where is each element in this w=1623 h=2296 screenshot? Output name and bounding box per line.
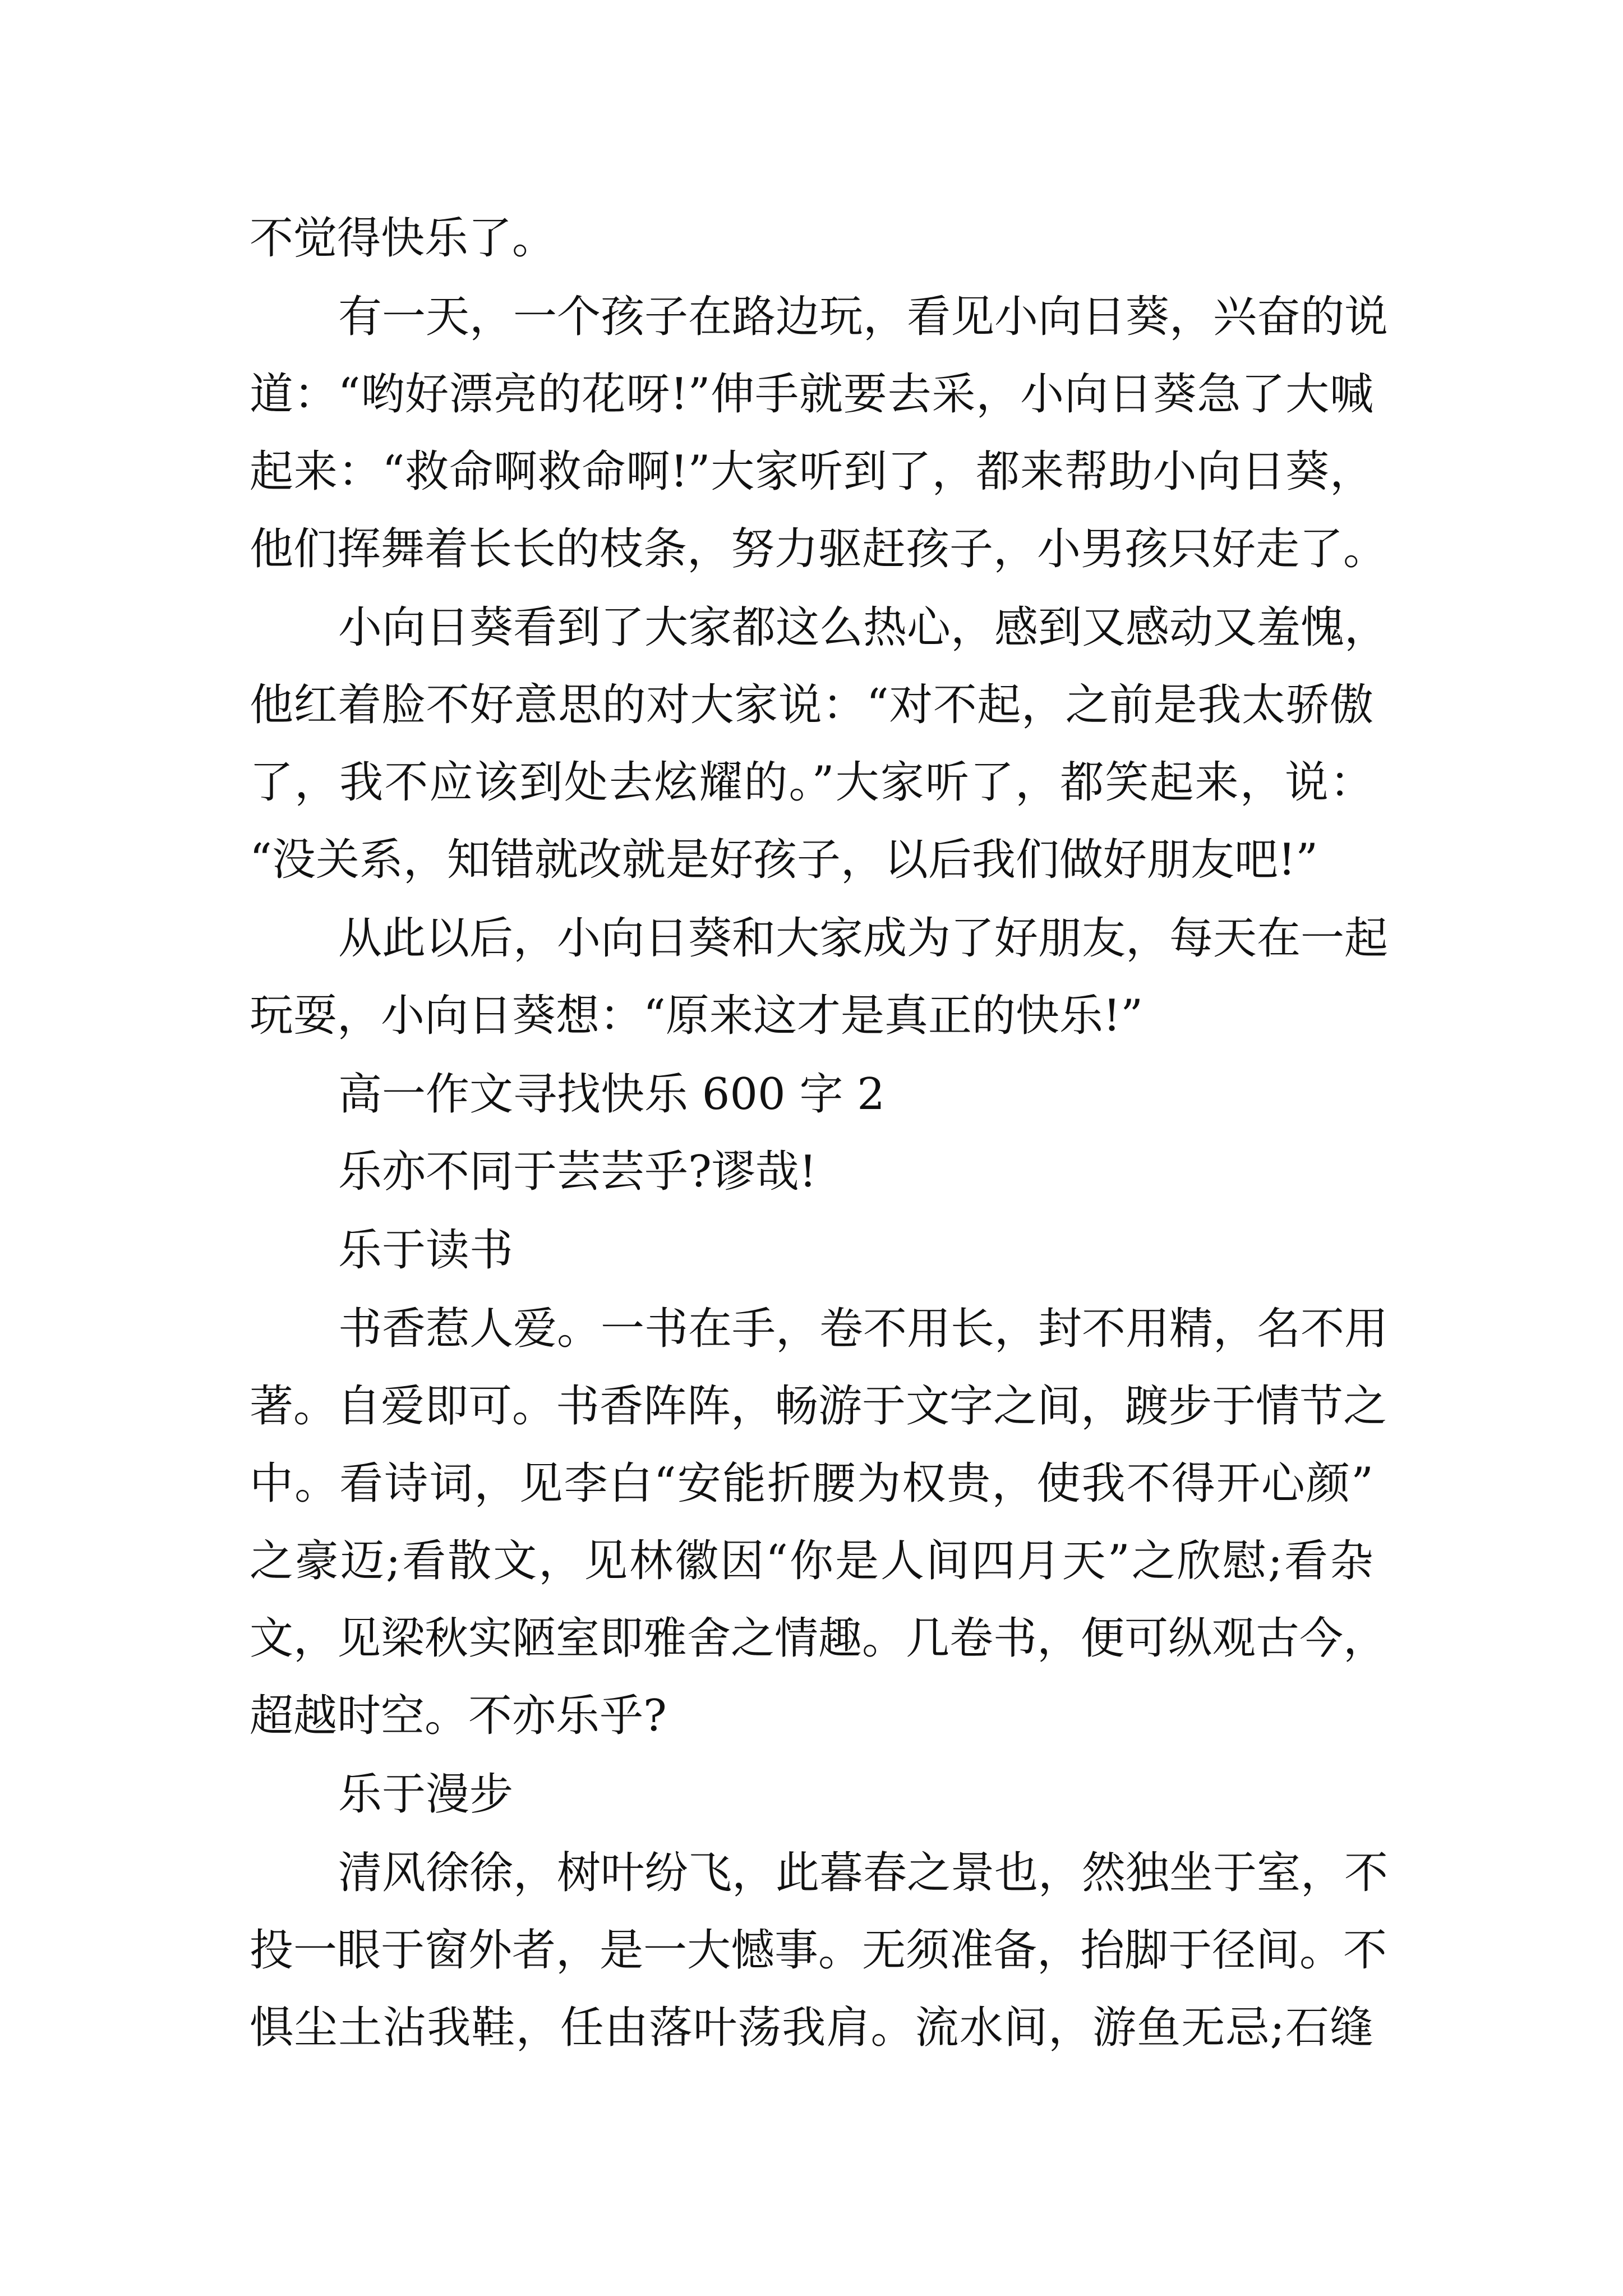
subheading: 乐于读书 xyxy=(338,1225,514,1276)
text-line: 从此以后，小向日葵和大家成为了好朋友，每天在一起 xyxy=(338,913,1389,964)
text-line: 清风徐徐，树叶纷飞，此暮春之景也，然独坐于室，不 xyxy=(338,1848,1389,1898)
text-line: 乐亦不同于芸芸乎?谬哉! xyxy=(338,1147,817,1197)
subheading: 乐于漫步 xyxy=(338,1769,514,1820)
section-title: 高一作文寻找快乐 600 字 2 xyxy=(338,1069,885,1120)
text-line: 道：“哟好漂亮的花呀!”伸手就要去采，小向日葵急了大喊 xyxy=(250,369,1373,420)
text-line: 中。看诗词，见李白“安能折腰为权贵，使我不得开心颜” xyxy=(250,1458,1373,1509)
text-line: 有一天，一个孩子在路边玩，看见小向日葵，兴奋的说 xyxy=(338,292,1389,342)
text-line: 玩耍，小向日葵想：“原来这才是真正的快乐!” xyxy=(250,991,1144,1041)
text-line: 起来：“救命啊救命啊!”大家听到了，都来帮助小向日葵， xyxy=(250,447,1373,497)
text-line: 小向日葵看到了大家都这么热心，感到又感动又羞愧， xyxy=(338,602,1389,653)
text-line: 不觉得快乐了。 xyxy=(250,213,556,264)
text-line: 之豪迈;看散文，见林徽因“你是人间四月天”之欣慰;看杂 xyxy=(250,1536,1373,1586)
text-line: 超越时空。不亦乐乎? xyxy=(250,1691,667,1741)
text-line: “没关系，知错就改就是好孩子，以后我们做好朋友吧!” xyxy=(250,835,1318,885)
text-line: 文，见梁秋实陋室即雅舍之情趣。几卷书，便可纵观古今， xyxy=(250,1613,1387,1664)
text-line: 他们挥舞着长长的枝条，努力驱赶孩子，小男孩只好走了。 xyxy=(250,524,1387,574)
text-line: 著。自爱即可。书香阵阵，畅游于文字之间，踱步于情节之 xyxy=(250,1381,1387,1432)
text-line: 投一眼于窗外者，是一大憾事。无须准备，抬脚于径间。不 xyxy=(250,1925,1387,1976)
text-line: 书香惹人爱。一书在手，卷不用长，封不用精，名不用 xyxy=(338,1304,1389,1354)
text-line: 他红着脸不好意思的对大家说：“对不起，之前是我太骄傲 xyxy=(250,680,1373,730)
text-line: 惧尘土沾我鞋，任由落叶荡我肩。流水间，游鱼无忌;石缝 xyxy=(250,2003,1373,2053)
text-line: 了，我不应该到处去炫耀的。”大家听了，都笑起来，说： xyxy=(250,757,1373,808)
